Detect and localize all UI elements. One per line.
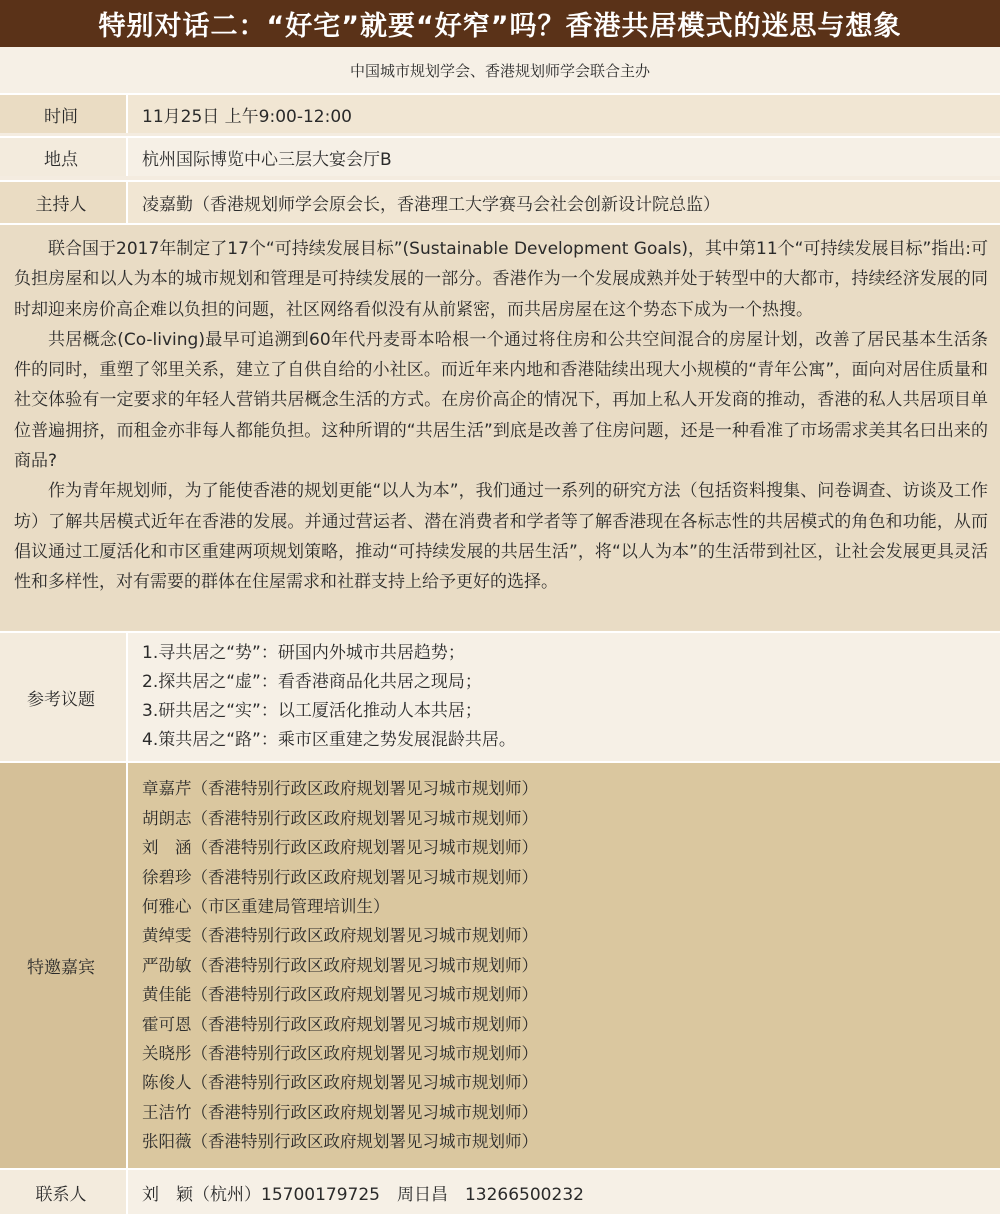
guest-item: 章嘉芹（香港特别行政区政府规划署见习城市规划师）	[142, 779, 538, 799]
intro-paragraph: 作为青年规划师，为了能使香港的规划更能“以人为本”，我们通过一系列的研究方法（包括资料搜集、问卷调查、访谈及工作坊）了解共居模式近年在香港的发展。并通过营运者、潜在消费者和学者等了解香港现在各标志性的共居模式的角色和功能，从而倡议通过工厦活化和市区重建两项规划策略，推动“可持续发展的共居生活”，将“以人为本”的生活带到社区，让社会发展更具灵活性和多样性，对有需要的群体在住屋需求和社群支持上给予更好的选择。	[14, 481, 988, 593]
intro-text	[0, 223, 1000, 631]
info-row-venue	[0, 136, 1000, 176]
contact-label: 联系人	[0, 1170, 122, 1214]
guest-item: 关晓彤（香港特别行政区政府规划署见习城市规划师）	[142, 1044, 538, 1064]
guest-item: 张阳薇（香港特别行政区政府规划署见习城市规划师）	[142, 1132, 538, 1152]
guest-item: 黄绰雯（香港特别行政区政府规划署见习城市规划师）	[142, 926, 538, 946]
guest-item: 胡朗志（香港特别行政区政府规划署见习城市规划师）	[142, 808, 538, 828]
host-value: 凌嘉勤（香港规划师学会原会长，香港理工大学赛马会社会创新设计院总监）	[126, 182, 1000, 223]
topic-item: 3.研共居之“实”：以工厦活化推动人本共居；	[142, 701, 482, 721]
contact-value: 刘 颖（杭州）15700179725 周日昌 13266500232	[126, 1170, 1000, 1214]
topics-row	[0, 631, 1000, 761]
guest-item: 霍可恩（香港特别行政区政府规划署见习城市规划师）	[142, 1014, 538, 1034]
guest-item: 王洁竹（香港特别行政区政府规划署见习城市规划师）	[142, 1102, 538, 1122]
contact-row	[0, 1168, 1000, 1214]
page-title: 特别对话二：“好宅”就要“好窄”吗？香港共居模式的迷思与想象	[0, 0, 1000, 47]
guest-item: 刘 涵（香港特别行政区政府规划署见习城市规划师）	[142, 838, 538, 858]
intro-paragraph: 共居概念(Co-living)最早可追溯到60年代丹麦哥本哈根一个通过将住房和公共空间混合的房屋计划，改善了居民基本生活条件的同时，重塑了邻里关系，建立了自供自给的小社区。而近年来内地和香港陆续出现大小规模的“青年公寓”，面向对居住质量和社交体验有一定要求的年轻人营销共居概念生活的方式。在房价高企的情况下，再加上私人开发商的推动，香港的私人共居项目单位普遍拥挤，而租金亦非每人都能负担。这种所谓的“共居生活”到底是改善了住房问题，还是一种看准了市场需求美其名曰出来的商品?	[14, 329, 988, 472]
info-row-host	[0, 180, 1000, 223]
topic-item: 2.探共居之“虚”：看香港商品化共居之现局；	[142, 672, 482, 692]
guest-item: 陈俊人（香港特别行政区政府规划署见习城市规划师）	[142, 1073, 538, 1093]
time-value: 11月25日 上午9:00-12:00	[126, 95, 1000, 133]
guest-item: 黄佳能（香港特别行政区政府规划署见习城市规划师）	[142, 985, 538, 1005]
intro-paragraph: 联合国于2017年制定了17个“可持续发展目标”(Sustainable Development Goals)，其中第11个“可持续发展目标”指出:可负担房屋和以人为本的城市规划和管理是可持续发展的一部分。香港作为一个发展成熟并处于转型中的大都市，持续经济发展的同时却迎来房价高企难以负担的问题，社区网络看似没有从前紧密，而共居房屋在这个势态下成为一个热搜。	[14, 239, 988, 320]
guests-row	[0, 761, 1000, 1168]
guests-list	[126, 763, 1000, 1168]
host-label: 主持人	[0, 182, 122, 223]
guest-item: 徐碧珍（香港特别行政区政府规划署见习城市规划师）	[142, 867, 538, 887]
organizer-line: 中国城市规划学会、香港规划师学会联合主办	[0, 47, 1000, 93]
time-label: 时间	[0, 95, 122, 133]
guest-item: 何雅心（市区重建局管理培训生）	[142, 896, 390, 916]
info-row-time	[0, 93, 1000, 133]
venue-label: 地点	[0, 138, 122, 176]
topics-label: 参考议题	[0, 633, 122, 761]
guests-label: 特邀嘉宾	[0, 763, 122, 1168]
topics-list	[126, 633, 1000, 761]
topic-item: 4.策共居之“路”：乘市区重建之势发展混龄共居。	[142, 730, 516, 750]
guest-item: 严劭敏（香港特别行政区政府规划署见习城市规划师）	[142, 955, 538, 975]
venue-value: 杭州国际博览中心三层大宴会厅B	[126, 138, 1000, 176]
topic-item: 1.寻共居之“势”：研国内外城市共居趋势；	[142, 643, 465, 663]
